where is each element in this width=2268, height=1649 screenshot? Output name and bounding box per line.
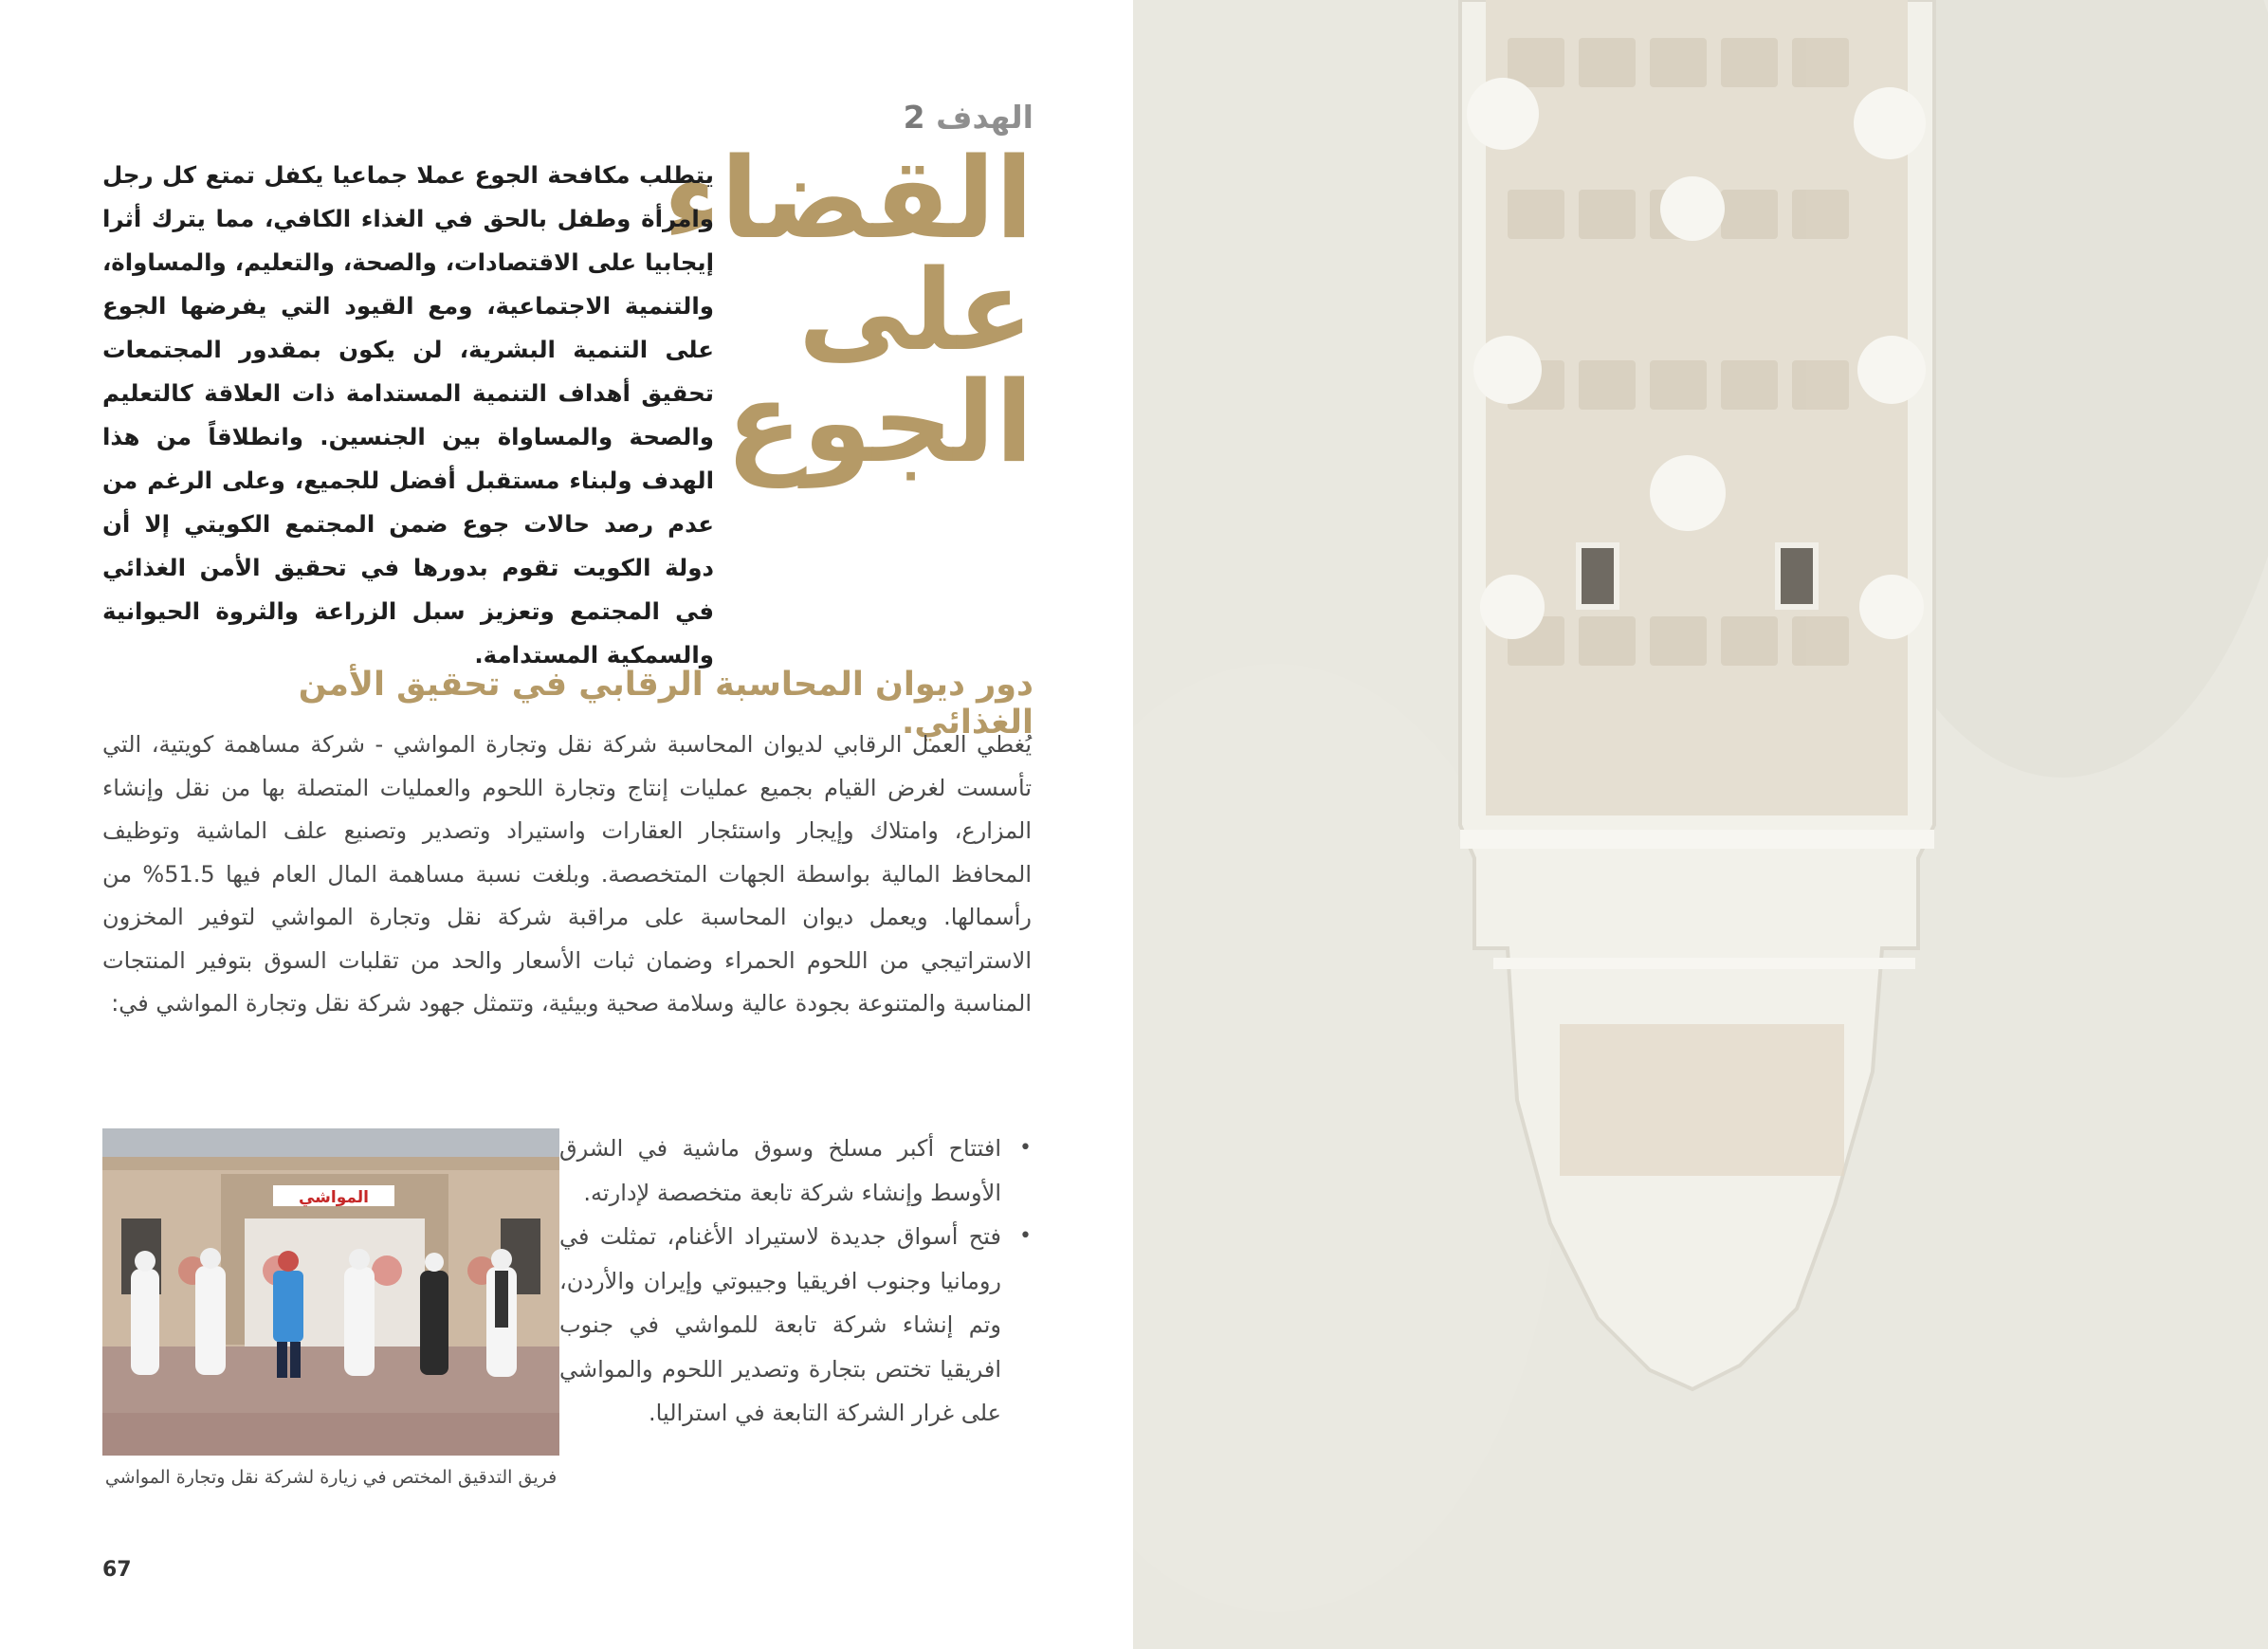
bullet-item xyxy=(559,1127,1032,1215)
left-page xyxy=(0,0,1133,1649)
goal-title xyxy=(663,133,1033,487)
bullet-text: فتح أسواق جديدة لاستيراد الأغنام، تمثلت في رومانيا وجنوب افريقيا وجيبوتي وإيران والأردن، وتم إنشاء شركة تابعة للمواشي في جنوب افريقيا تختص بتجارة وتصدير اللحوم والمواشي على غرار الشركة التابعة في استراليا. xyxy=(559,1223,1001,1426)
section-body: يُغطي العمل الرقابي لديوان المحاسبة شركة نقل وتجارة المواشي - شركة مساهمة كويتية، التي تأسست لغرض القيام بجميع عمليات إنتاج وتجارة اللحوم والعمليات المتصلة بها من نقل وإنشاء المزارع، وامتلاك وإيجار واستئجار العقارات واستيراد وتصدير وتصنيع علف الماشية وتوظيف المحافظ المالية بواسطة الجهات المتخصصة. وبلغت نسبة مساهمة المال العام فيها 51.5% من رأسمالها. ويعمل ديوان المحاسبة على مراقبة شركة نقل وتجارة المواشي لتوفير المخزون الاستراتيجي من اللحوم الحمراء وضمان ثبات الأسعار والحد من تقلبات السوق بتوفير المنتجات المناسبة والمتنوعة بجودة عالية وسلامة صحية وبيئية، وتتمثل جهود شركة نقل وتجارة المواشي في: xyxy=(102,731,1032,1017)
bullet-dot: • xyxy=(1019,1136,1032,1160)
team-photo xyxy=(102,1128,559,1456)
bullet-item xyxy=(559,1215,1032,1436)
right-page-ship-image xyxy=(1133,0,2268,1649)
goal-title-line-2: على xyxy=(797,245,1033,376)
bullet-list xyxy=(559,1127,1032,1436)
bullet-text: افتتاح أكبر مسلخ وسوق ماشية في الشرق الأوسط وإنشاء شركة تابعة متخصصة لإدارته. xyxy=(559,1135,1001,1206)
goal-label xyxy=(904,99,1033,136)
goal-label-text: الهدف xyxy=(936,99,1033,136)
photo-sign-text: المواشي xyxy=(298,1188,370,1207)
page-number: 67 xyxy=(102,1558,132,1582)
ship-aerial-illustration xyxy=(1133,0,2268,1649)
goal-title-line-3: الجوع xyxy=(725,357,1033,487)
goal-number: 2 xyxy=(903,99,925,136)
goal-title-line-1: القضاء xyxy=(663,133,1033,264)
photo-caption: فريق التدقيق المختص في زيارة لشركة نقل وتجارة المواشي xyxy=(104,1467,558,1488)
section-heading: دور ديوان المحاسبة الرقابي في تحقيق الأمن الغذائي. xyxy=(298,666,1033,742)
bullet-dot: • xyxy=(1019,1224,1032,1248)
team-photo-illustration xyxy=(102,1128,559,1456)
intro-paragraph: يتطلب مكافحة الجوع عملا جماعيا يكفل تمتع كل رجل وامرأة وطفل بالحق في الغذاء الكافي، مما يترك أثرا إيجابيا على الاقتصادات، والصحة، والتعليم، والمساواة، والتنمية الاجتماعية، ومع القيود التي يفرضها الجوع على التنمية البشرية، لن يكون بمقدور المجتمعات تحقيق أهداف التنمية المستدامة ذات العلاقة كالتعليم والصحة والمساواة بين الجنسين. وانطلاقاً من هذا الهدف ولبناء مستقبل أفضل للجميع، وعلى الرغم من عدم رصد حالات جوع ضمن المجتمع الكويتي إلا أن دولة الكويت تقوم بدورها في تحقيق الأمن الغذائي في المجتمع وتعزيز سبل الزراعة والثروة الحيوانية والسمكية المستدامة. xyxy=(102,161,714,669)
